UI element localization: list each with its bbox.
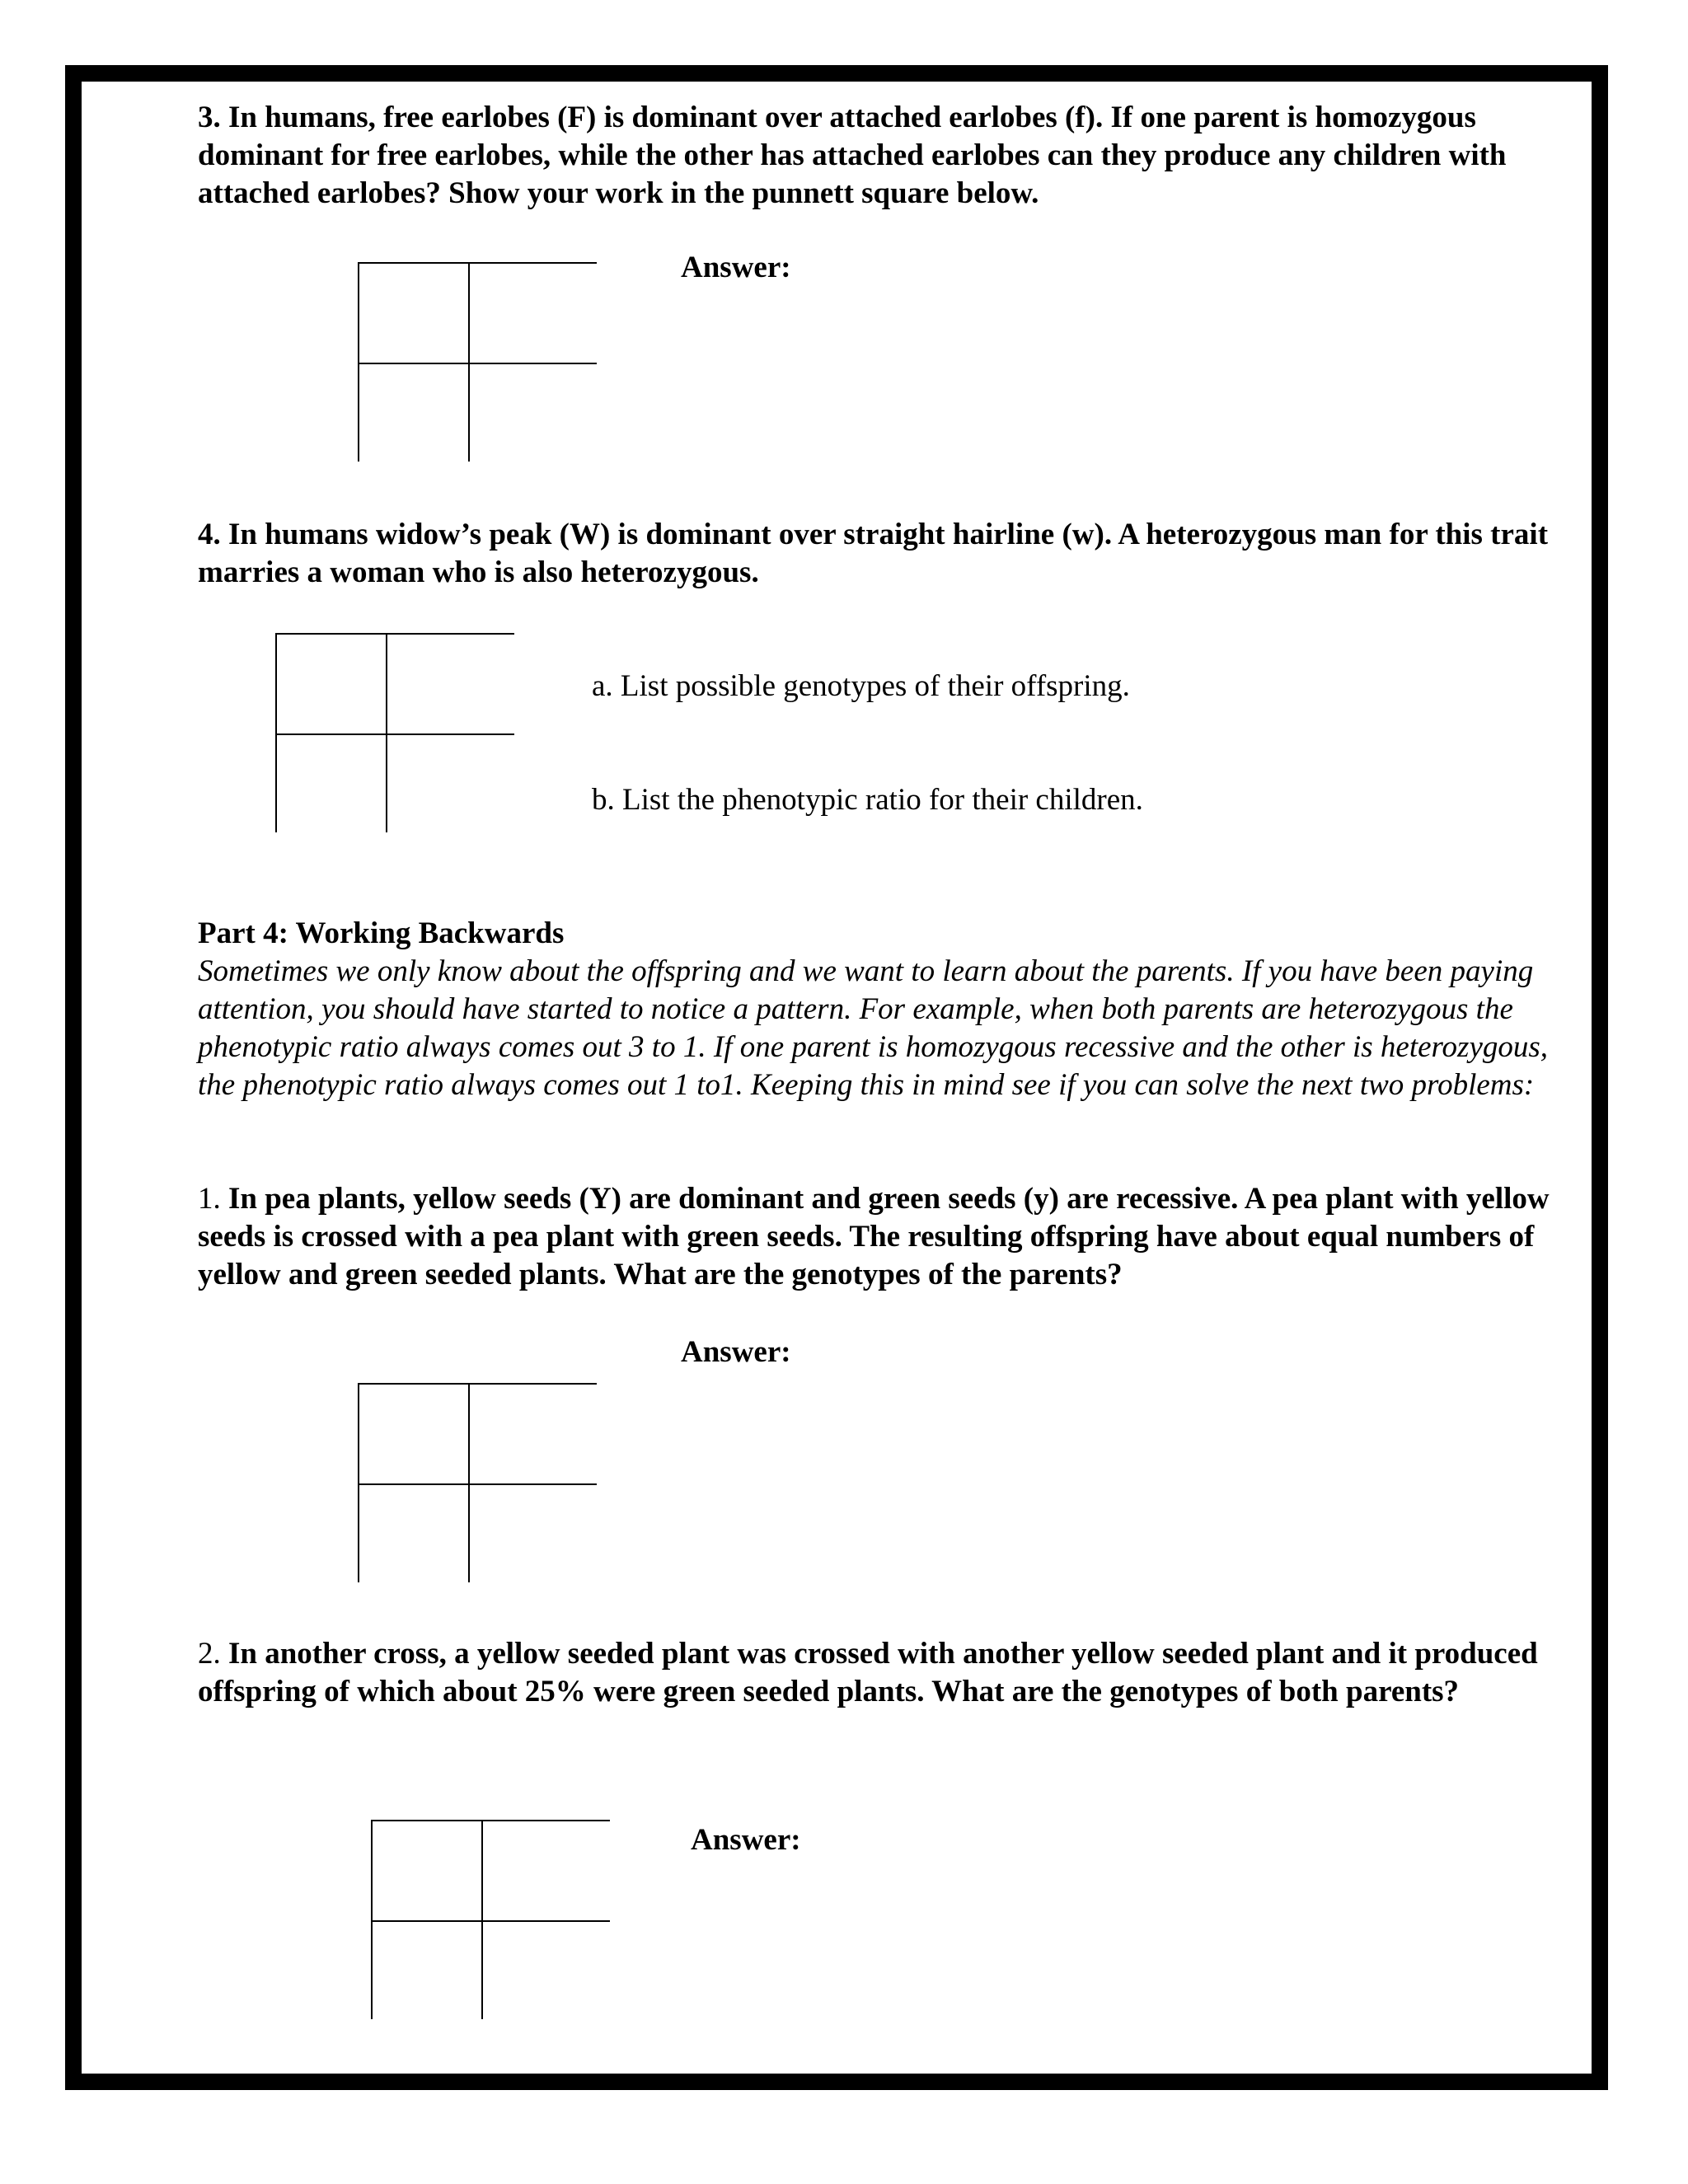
problem-2-answer-label: Answer:	[691, 1823, 801, 1857]
problem-1-body: In pea plants, yellow seeds (Y) are dominant and green seeds (y) are recessive. A pea plant with yellow seeds is crossed with a pea plant with green seeds. The resulting offspring have about equal numbers of yellow and green seeded plants. What are the genotypes of the parents?	[198, 1182, 1550, 1291]
problem-1-answer-label: Answer:	[681, 1335, 791, 1369]
problem-2-number: 2.	[198, 1637, 228, 1671]
part-4-intro: Sometimes we only know about the offspring and we want to learn about the parents. If you have been paying attention, you should have started to notice a pattern. For example, when both parents are heterozygous the phenotypic ratio always comes out 3 to 1. If one parent is homozygous recessive and the other is heterozygous, the phenotypic ratio always comes out 1 to1. Keeping this in mind see if you can solve the next two problems:	[198, 954, 1549, 1102]
question-4-part-a: a. List possible genotypes of their offspring.	[592, 669, 1130, 703]
problem-2-text	[198, 1635, 1558, 1711]
problem-2-body: In another cross, a yellow seeded plant was crossed with another yellow seeded plant and it produced offspring of which about 25% were green seeded plants. What are the genotypes of both parents?	[198, 1637, 1538, 1708]
problem-1-punnett-square[interactable]	[358, 1383, 597, 1582]
part-4-heading: Part 4: Working Backwards	[198, 916, 565, 950]
question-3-answer-label: Answer:	[681, 251, 791, 284]
question-3-punnett-square[interactable]	[358, 262, 597, 462]
problem-1-number: 1.	[198, 1182, 228, 1216]
problem-2-punnett-square[interactable]	[371, 1820, 610, 2019]
question-4-part-b: b. List the phenotypic ratio for their children.	[592, 783, 1143, 817]
problem-1-text	[198, 1180, 1558, 1294]
question-3-text: 3. In humans, free earlobes (F) is dominant over attached earlobes (f). If one parent is homozygous dominant for free earlobes, while the other has attached earlobes can they produce any children with attached earlobes? Show your work in the punnett square below.	[198, 101, 1507, 210]
question-4-text: 4. In humans widow’s peak (W) is dominant over straight hairline (w). A heterozygous man for this trait marries a woman who is also heterozygous.	[198, 518, 1549, 589]
question-4-punnett-square[interactable]	[275, 633, 514, 832]
